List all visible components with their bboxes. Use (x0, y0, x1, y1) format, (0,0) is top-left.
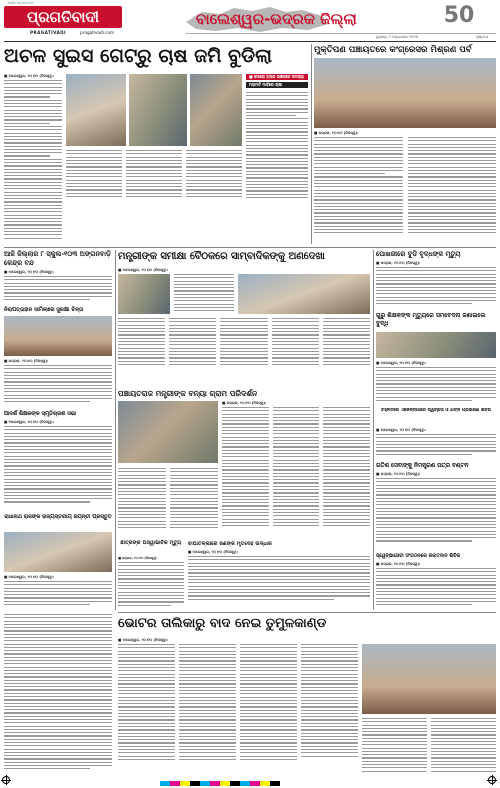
article-photo (129, 74, 187, 146)
article-swiss-gate (4, 44, 308, 244)
article-photo (190, 74, 242, 146)
article-headline: ଚିହ୍ନିତରେ ଏଜେନ୍ସିଆରେ ସ୍ୱଚ୍ଛତା ଓ ଯତ୍ନ ପ୍ରଶିକ୍ଷଣ ଶିବିର (380, 408, 492, 413)
article-body (362, 718, 496, 776)
article-body (4, 365, 112, 405)
article-dateline: ■ ଭଦ୍ରକ, ୧୦।୧୦ (ନିଜସ୍ୱ): (118, 556, 158, 560)
article-headline: ରାଧାନାଥ ରାଜଙ୍କ ରାଜ୍ୟସ୍ତରୀୟ ଜୟନ୍ତୀ ପ୍ରସ୍ତୁତି (4, 514, 112, 520)
brand-latin: PRAGATIVADI (30, 30, 66, 35)
edition-title: ବାଲେଶ୍ୱର-ଭଦ୍ରକ ଜିଲ୍ଲା (196, 10, 357, 28)
article-dateline: ■ ବାଲେଶ୍ୱର, ୧୦।୧୦ (ନିଜସ୍ୱ): (4, 270, 55, 274)
article-headline: ବାଘାତଳ୍ଲୀରେ ଜଣଙ୍କ ମୃତଦେହ ଉଦ୍ଧାର (188, 541, 272, 547)
article-dateline: ■ ବାଲେଶ୍ୱର, ୧୦।୧୦ (ନିଜସ୍ୱ): (188, 550, 239, 554)
article-tag: ■ ସୋରୋ ବ୍ଲକ ଅଞ୍ଚଳରେ ସମସ୍ୟା (246, 74, 308, 80)
article-schools-closed (4, 250, 112, 302)
article-body (222, 407, 370, 536)
column-rule (115, 250, 116, 610)
article-tag: ମରାମତି ଦାବିରେ ଚାଷୀ (246, 82, 308, 88)
article-pond-drowning (376, 250, 496, 308)
article-dateline: ■ ବାଲେଶ୍ୱର, ୧୦।୧୦ (ନିଜସ୍ୱ): (4, 575, 55, 579)
article-body (118, 644, 358, 776)
article-headline: ଆଜି ଜିଲ୍ଲାର ୮ ସ୍କୁଲ-୧୦୩ ଅଙ୍ଗନବାଡ଼ି କେନ୍ଦ୍ର ବନ୍ଦ (4, 250, 111, 267)
article-body (66, 150, 242, 240)
article-dateline: ■ ଭଦ୍ରକ, ୧୦।୧୦ (ନିଜସ୍ୱ): (4, 359, 49, 363)
article-body (376, 367, 496, 403)
brand-logo (4, 6, 122, 28)
color-bar (160, 781, 340, 786)
article-photo (118, 274, 170, 314)
date-strip (186, 33, 496, 40)
date-line: ବୁଧବାର, ୨ ଅକ୍ଟୋବର ୨୦୨୩ (376, 34, 419, 39)
masthead-divider (4, 41, 496, 42)
anniversary-badge (432, 2, 486, 32)
article-body-recovered (188, 540, 370, 610)
article-body (174, 274, 234, 314)
article-dateline: ■ ବାଲେଶ୍ୱର, ୧୦।୧୦ (ନିଜସ୍ୱ): (118, 268, 169, 272)
article-body (4, 581, 112, 609)
article-photo (118, 401, 218, 463)
masthead (0, 0, 500, 40)
article-body (4, 426, 112, 506)
anniversary-number: 50 (443, 3, 475, 28)
article-headline: ଗୁରୁ ଶିକ୍ଷକଙ୍କ ମୃତ୍ୟୁରେ ସମବେଦନା ଜଣାଇଲେ ବୁଦ୍ଧି (376, 312, 486, 328)
masthead-tagline: ନିର୍ଭୀକ ସମ୍ବାଦପତ୍ର (8, 1, 34, 5)
article-headline: ନିରାପତ୍ତାହୀନ ସାମିଲାରେ ସୁରକ୍ଷା ଚିନ୍ତା (4, 307, 84, 313)
article-teacher-condolence (376, 312, 496, 404)
article-headline: ମୁକ୍ତିପଣ ପଞ୍ଚାୟତରେ କଂଗ୍ରେସର ମିଶ୍ରଣ ପର୍ବ (314, 45, 472, 55)
registration-mark-icon (488, 776, 496, 784)
article-body (4, 80, 62, 240)
article-dateline: ■ ଭଦ୍ରକ, ୧୦।୧୦ (ନିଜସ୍ୱ): (376, 261, 421, 265)
article-body (246, 92, 308, 200)
article-headline: ପଞ୍ଚାୟତରାଜ ମନ୍ତ୍ରୀଙ୍କ ବନ୍ୟା ଗ୍ରାମ ପରିଦର୍ଶନ (118, 389, 258, 398)
article-headline: ଭୋଟର ତାଲିକାରୁ ବାଦ ନେଇ ତୁମୁଳକାଣ୍ଡ (118, 616, 327, 631)
registration-mark-icon (2, 776, 10, 784)
article-student-death (118, 540, 184, 610)
article-training-camp (376, 408, 496, 458)
article-photo (362, 644, 496, 714)
article-invitation (376, 462, 496, 548)
article-dateline: ■ ବାଲେଶ୍ୱର, ୧୦।୧୦ (ନିଜସ୍ୱ): (376, 361, 427, 365)
article-congress-joining (314, 44, 496, 244)
article-body (188, 556, 370, 604)
article-headline: ଆଦର୍ଶ ଶିକ୍ଷକଙ୍କ ସ୍ମୃତିଚାରଣ ସଭା (4, 411, 77, 417)
website: pragativadi.com (80, 30, 115, 35)
article-body (4, 614, 112, 776)
article-body (376, 267, 496, 307)
article-blood-donation (376, 552, 496, 610)
article-dateline: ■ ଭଦ୍ରକ, ୧୦।୧୦ (ନିଜସ୍ୱ): (222, 401, 267, 405)
article-dateline: ■ ଭଦ୍ରକ, ୧୦।୧୦ (ନିଜସ୍ୱ): (376, 472, 421, 476)
article-dateline: ■ ବାଲେଶ୍ୱର, ୧୦।୧୦ (ନିଜସ୍ୱ): (118, 638, 169, 642)
article-photo (4, 316, 112, 356)
article-body (376, 478, 496, 546)
article-photo (376, 332, 496, 358)
column-rule (373, 250, 374, 610)
article-body (118, 318, 370, 382)
article-flood-visit (118, 388, 370, 538)
article-headline: ପୋଖରୀରେ ବୁଡି ବୃଦ୍ଧଙ୍କ ମୃତ୍ୟୁ (376, 250, 461, 258)
article-body (118, 468, 218, 536)
section-rule (4, 247, 496, 248)
article-body (4, 276, 112, 302)
article-headline: ଗତିଶ ସେବାଙ୍କୁ ନିମନ୍ତ୍ରଣ ପତ୍ର ବଣ୍ଟନ (376, 463, 469, 469)
article-body (376, 434, 496, 457)
article-safety (4, 306, 112, 406)
article-headline: ସ୍ୱେଚ୍ଛାସେବୀ ସଂଗଠନରେ ରକ୍ତଦାନ ଶିବିର (376, 553, 461, 559)
brand-name: ପ୍ରଗତିବାଦୀ (26, 8, 100, 26)
article-dateline: ■ ଭଦ୍ରକ, ୧୦।୧୦ (ନିଜସ୍ୱ): (376, 562, 421, 566)
article-photo (66, 74, 126, 146)
article-body (376, 568, 496, 608)
article-body (118, 562, 184, 610)
article-body (314, 137, 496, 241)
column-rule (311, 44, 312, 244)
article-dateline: ■ ବାଲେଶ୍ୱର, ୧୦।୧୦ (ନିଜସ୍ୱ): (376, 428, 427, 432)
article-voter-list (4, 614, 496, 778)
article-headline: ମନ୍ତ୍ରୀଙ୍କ ସମୀକ୍ଷା ବୈଠକରେ ସାମ୍ବାଦିକଙ୍କୁ ଅଣଦେଖା (118, 251, 325, 262)
article-photo (314, 58, 496, 128)
page-number: ପୃଷ୍ଠା-୫ (476, 34, 489, 39)
article-radhanath-jayanti (4, 514, 112, 610)
article-minister-review (118, 250, 370, 385)
article-dateline: ■ ବାଲେଶ୍ୱର, ୧୦।୧୦ (ନିଜସ୍ୱ): (4, 420, 55, 424)
article-headline: ଅଚଳ ସୁଇସ ଗେଟ୍‌ରୁ ଚାଷ ଜମି ବୁଡିଲା (4, 45, 272, 67)
article-ideal-teacher (4, 410, 112, 510)
article-dateline: ■ ଭଦ୍ରକ, ୧୦।୧୦ (ନିଜସ୍ୱ): (314, 131, 359, 135)
section-rule (118, 612, 496, 613)
article-photo (4, 532, 112, 572)
article-dateline: ■ ବାଲେଶ୍ୱର, ୧୦।୧୦ (ନିଜସ୍ୱ): (4, 74, 55, 78)
article-headline: ଛାତ୍ରଙ୍କ ଅସ୍ୱାଭାବିକ ମୃତ୍ୟୁ (120, 540, 182, 546)
article-photo (238, 274, 370, 314)
